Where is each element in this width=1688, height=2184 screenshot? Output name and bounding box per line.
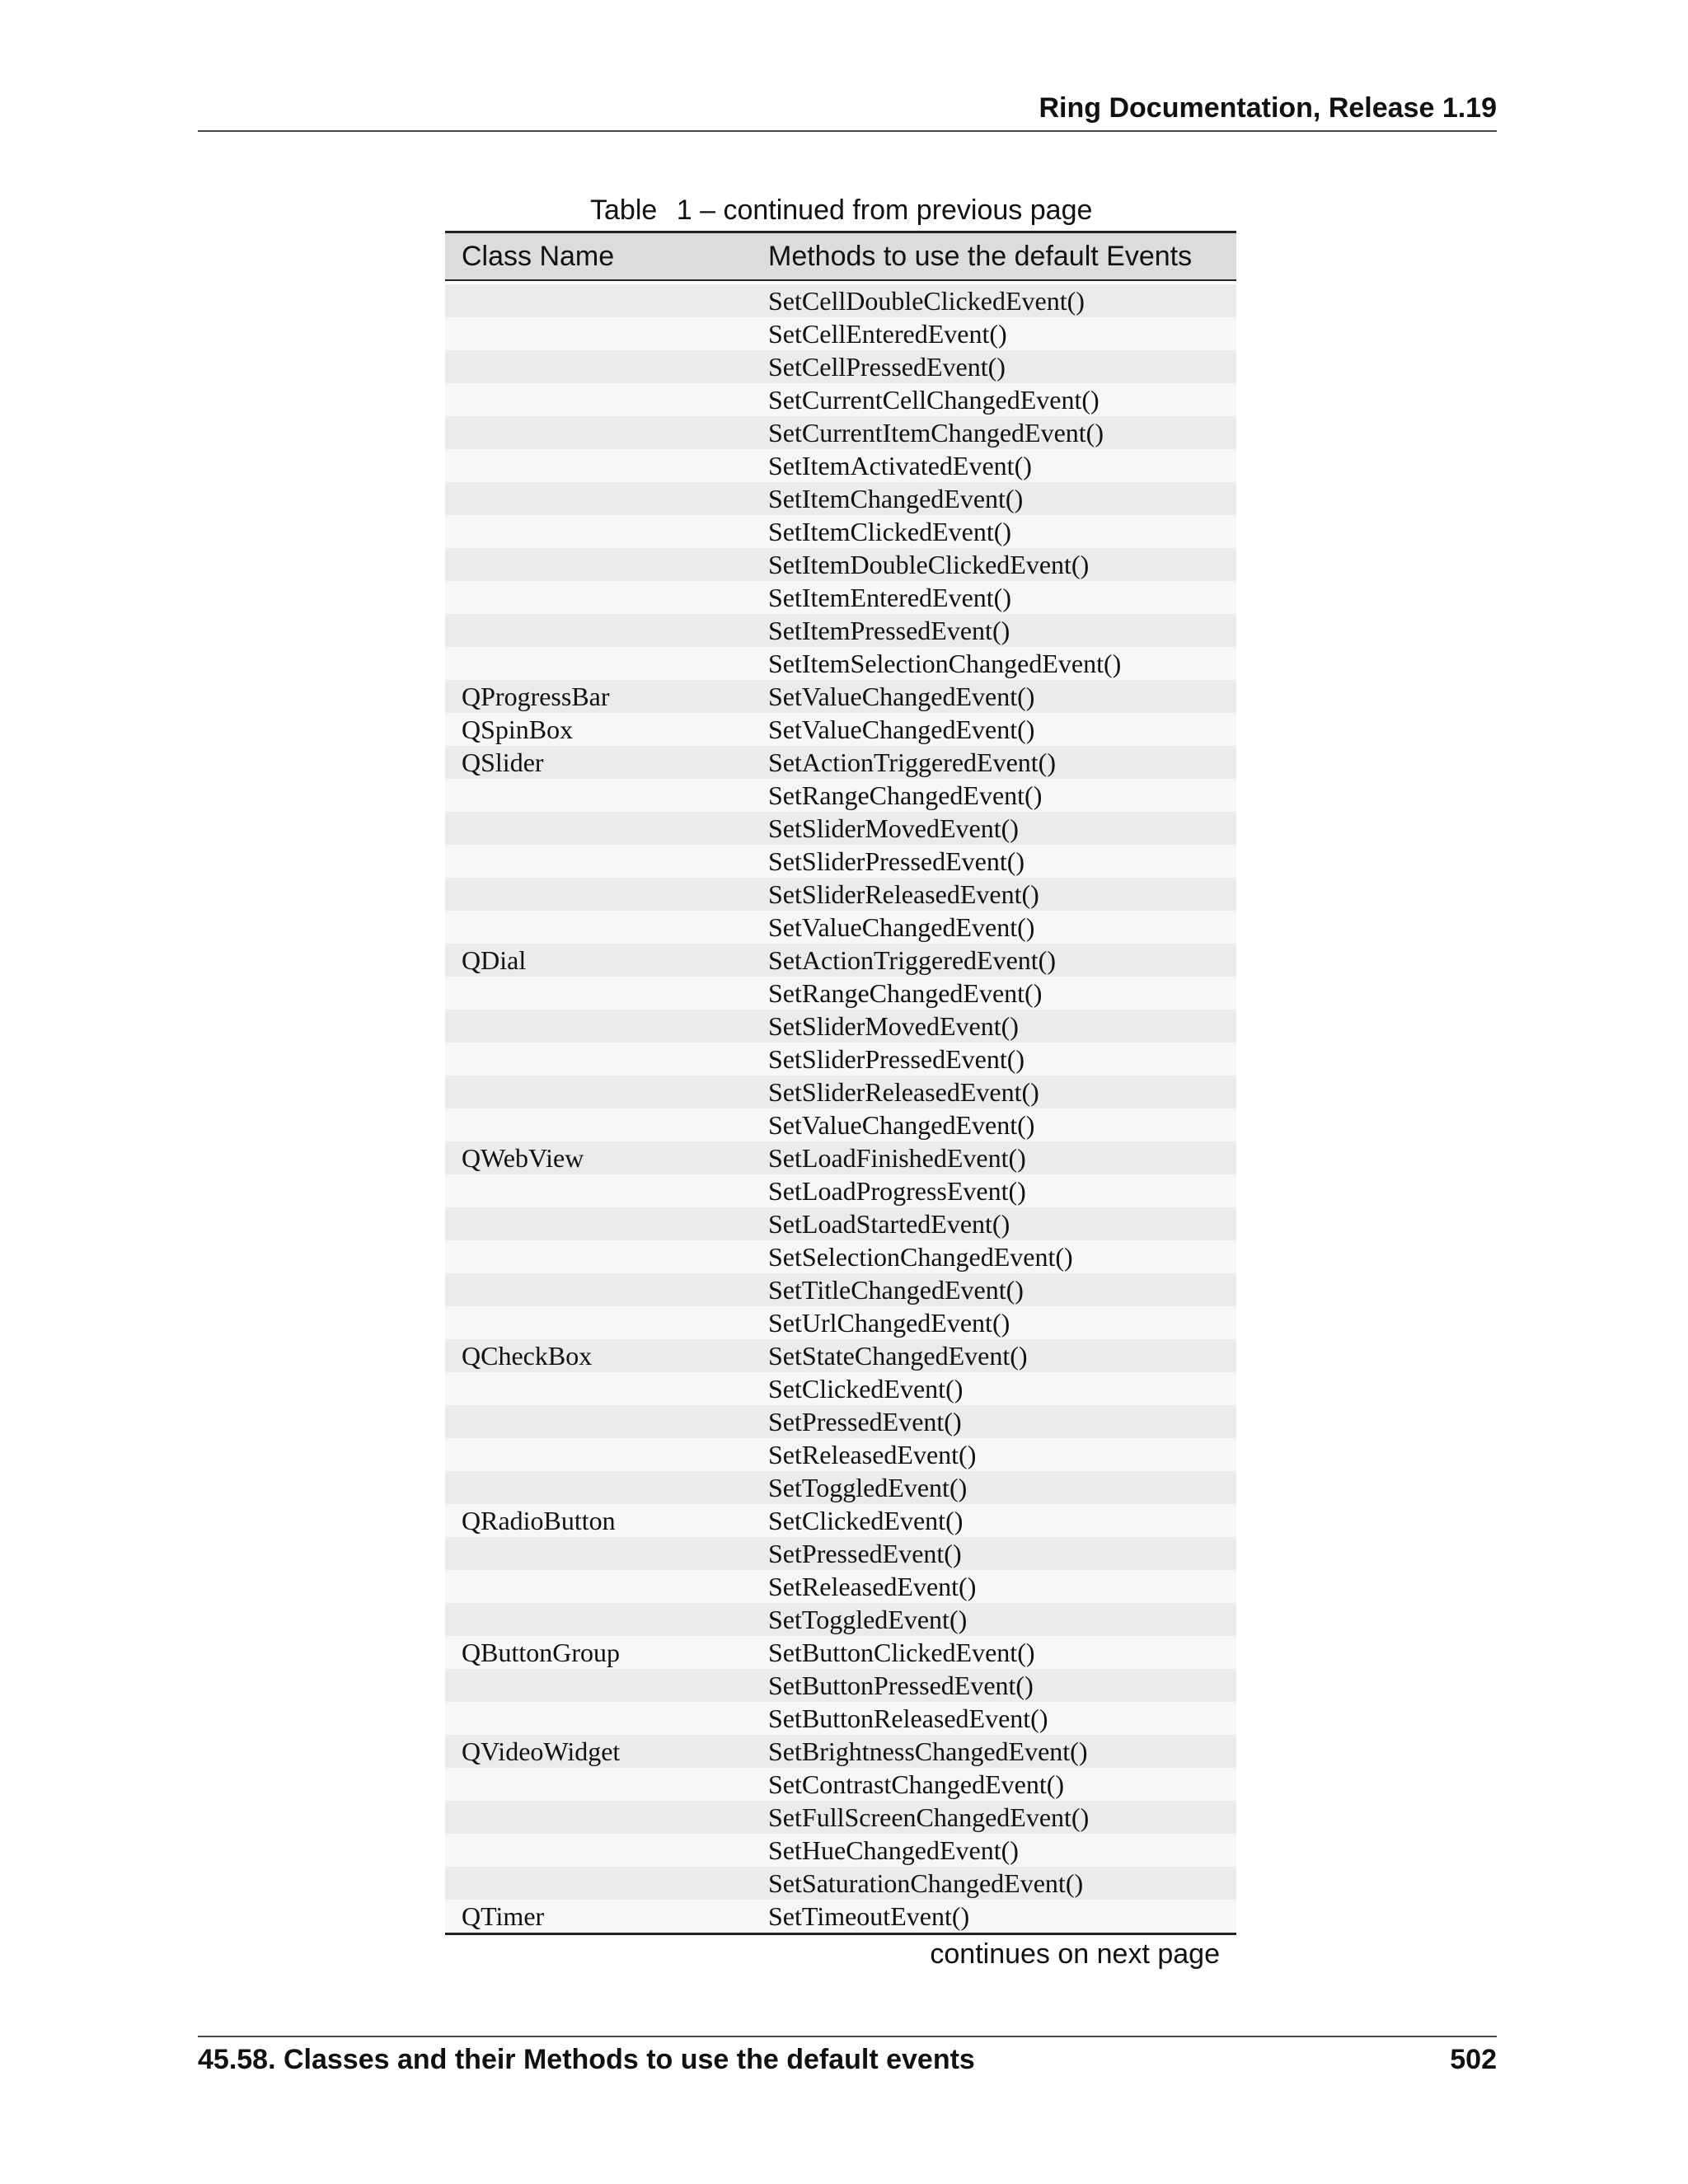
class-name-cell: QCheckBox — [462, 1340, 593, 1371]
method-cell: SetPressedEvent() — [768, 1406, 962, 1436]
table-row — [445, 1306, 1236, 1339]
method-cell: SetValueChangedEvent() — [768, 1109, 1035, 1140]
table-row — [445, 1636, 1236, 1669]
method-cell: SetItemDoubleClickedEvent() — [768, 549, 1090, 579]
method-cell: SetStateChangedEvent() — [768, 1340, 1028, 1371]
method-cell: SetCellDoubleClickedEvent() — [768, 285, 1085, 316]
table-row — [445, 1702, 1236, 1735]
table-row — [445, 1141, 1236, 1174]
table-row — [445, 713, 1236, 746]
method-cell: SetRangeChangedEvent() — [768, 977, 1043, 1008]
table-row — [445, 812, 1236, 845]
method-cell: SetUrlChangedEvent() — [768, 1307, 1010, 1338]
table-row — [445, 878, 1236, 911]
method-cell: SetValueChangedEvent() — [768, 912, 1035, 942]
method-cell: SetContrastChangedEvent() — [768, 1769, 1065, 1799]
method-cell: SetReleasedEvent() — [768, 1439, 977, 1469]
method-cell: SetButtonReleasedEvent() — [768, 1703, 1048, 1733]
method-cell: SetItemChangedEvent() — [768, 483, 1024, 513]
table-row — [445, 779, 1236, 812]
table-row — [445, 680, 1236, 713]
method-cell: SetItemPressedEvent() — [768, 615, 1010, 645]
method-cell: SetCellEnteredEvent() — [768, 318, 1007, 349]
table-row — [445, 1339, 1236, 1372]
class-name-cell: QVideoWidget — [462, 1736, 621, 1766]
method-cell: SetSliderReleasedEvent() — [768, 1076, 1039, 1107]
table-row — [445, 1372, 1236, 1405]
method-cell: SetSliderPressedEvent() — [768, 1043, 1025, 1074]
class-name-cell: QRadioButton — [462, 1505, 616, 1535]
table-bottom-rule — [445, 1933, 1236, 1935]
column-header-class-name: Class Name — [462, 240, 615, 272]
table-row — [445, 1076, 1236, 1108]
table-row — [445, 1504, 1236, 1537]
table-row — [445, 911, 1236, 944]
table-row — [445, 845, 1236, 878]
method-cell: SetItemSelectionChangedEvent() — [768, 648, 1122, 678]
method-cell: SetToggledEvent() — [768, 1604, 968, 1634]
table-row — [445, 1603, 1236, 1636]
table-row — [445, 1043, 1236, 1076]
table-row — [445, 449, 1236, 482]
events-table — [445, 231, 1236, 1935]
table-row — [445, 1273, 1236, 1306]
method-cell: SetPressedEvent() — [768, 1538, 962, 1568]
table-row — [445, 1010, 1236, 1043]
table-row — [445, 1867, 1236, 1900]
table-row — [445, 944, 1236, 977]
class-name-cell: QSpinBox — [462, 714, 574, 744]
table-row — [445, 1405, 1236, 1438]
table-body — [445, 284, 1236, 1933]
table-row — [445, 1801, 1236, 1834]
method-cell: SetLoadFinishedEvent() — [768, 1142, 1026, 1173]
header-rule — [198, 130, 1497, 132]
table-caption — [445, 194, 1236, 227]
table-row — [445, 977, 1236, 1010]
table-row — [445, 1900, 1236, 1933]
method-cell: SetSliderMovedEvent() — [768, 813, 1019, 843]
caption-label: Table — [590, 194, 658, 226]
table-row — [445, 416, 1236, 449]
method-cell: SetLoadProgressEvent() — [768, 1175, 1026, 1206]
method-cell: SetTimeoutEvent() — [768, 1900, 970, 1931]
table-row — [445, 1471, 1236, 1504]
table-row — [445, 548, 1236, 581]
table-row — [445, 350, 1236, 383]
table-row — [445, 284, 1236, 317]
column-header-methods: Methods to use the default Events — [768, 240, 1193, 272]
table-row — [445, 1108, 1236, 1141]
method-cell: SetSelectionChangedEvent() — [768, 1241, 1073, 1272]
table-row — [445, 581, 1236, 614]
running-header: Ring Documentation, Release 1.19 — [1039, 92, 1497, 124]
table-row — [445, 383, 1236, 416]
table-row — [445, 1438, 1236, 1471]
method-cell: SetTitleChangedEvent() — [768, 1274, 1024, 1305]
continues-note: continues on next page — [930, 1938, 1220, 1970]
table-row — [445, 1669, 1236, 1702]
table-row — [445, 1240, 1236, 1273]
method-cell: SetSliderPressedEvent() — [768, 846, 1025, 876]
method-cell: SetButtonPressedEvent() — [768, 1670, 1034, 1700]
method-cell: SetCurrentItemChangedEvent() — [768, 417, 1104, 448]
table-row — [445, 614, 1236, 647]
method-cell: SetActionTriggeredEvent() — [768, 747, 1056, 777]
class-name-cell: QTimer — [462, 1900, 545, 1931]
class-name-cell: QButtonGroup — [462, 1637, 620, 1667]
class-name-cell: QProgressBar — [462, 681, 610, 711]
method-cell: SetBrightnessChangedEvent() — [768, 1736, 1088, 1766]
class-name-cell: QWebView — [462, 1142, 584, 1173]
method-cell: SetSliderMovedEvent() — [768, 1010, 1019, 1041]
table-row — [445, 746, 1236, 779]
table-row — [445, 647, 1236, 680]
method-cell: SetItemActivatedEvent() — [768, 450, 1032, 480]
method-cell: SetSliderReleasedEvent() — [768, 879, 1039, 909]
method-cell: SetRangeChangedEvent() — [768, 780, 1043, 810]
method-cell: SetCellPressedEvent() — [768, 351, 1006, 382]
method-cell: SetClickedEvent() — [768, 1373, 964, 1404]
method-cell: SetCurrentCellChangedEvent() — [768, 384, 1100, 415]
method-cell: SetLoadStartedEvent() — [768, 1208, 1010, 1239]
method-cell: SetToggledEvent() — [768, 1472, 968, 1502]
table-row — [445, 1768, 1236, 1801]
page-footer — [198, 2044, 1497, 2076]
table-row — [445, 482, 1236, 515]
table-row — [445, 1537, 1236, 1570]
table-row — [445, 515, 1236, 548]
table-row — [445, 1207, 1236, 1240]
method-cell: SetItemEnteredEvent() — [768, 582, 1011, 612]
method-cell: SetItemClickedEvent() — [768, 516, 1012, 546]
method-cell: SetButtonClickedEvent() — [768, 1637, 1035, 1667]
class-name-cell: QDial — [462, 944, 527, 975]
method-cell: SetReleasedEvent() — [768, 1571, 977, 1601]
caption-text: 1 – continued from previous page — [676, 194, 1093, 226]
page-number: 502 — [1450, 2044, 1497, 2075]
table-header — [445, 231, 1236, 281]
method-cell: SetActionTriggeredEvent() — [768, 944, 1056, 975]
method-cell: SetClickedEvent() — [768, 1505, 964, 1535]
footer-rule — [198, 2036, 1497, 2037]
table-row — [445, 1735, 1236, 1768]
method-cell: SetValueChangedEvent() — [768, 714, 1035, 744]
table-row — [445, 1834, 1236, 1867]
class-name-cell: QSlider — [462, 747, 544, 777]
footer-section: 45.58. Classes and their Methods to use the default events — [198, 2044, 975, 2075]
table-row — [445, 1174, 1236, 1207]
method-cell: SetSaturationChangedEvent() — [768, 1868, 1084, 1898]
table-row — [445, 1570, 1236, 1603]
table-row — [445, 317, 1236, 350]
method-cell: SetValueChangedEvent() — [768, 681, 1035, 711]
method-cell: SetHueChangedEvent() — [768, 1835, 1019, 1865]
method-cell: SetFullScreenChangedEvent() — [768, 1802, 1090, 1832]
